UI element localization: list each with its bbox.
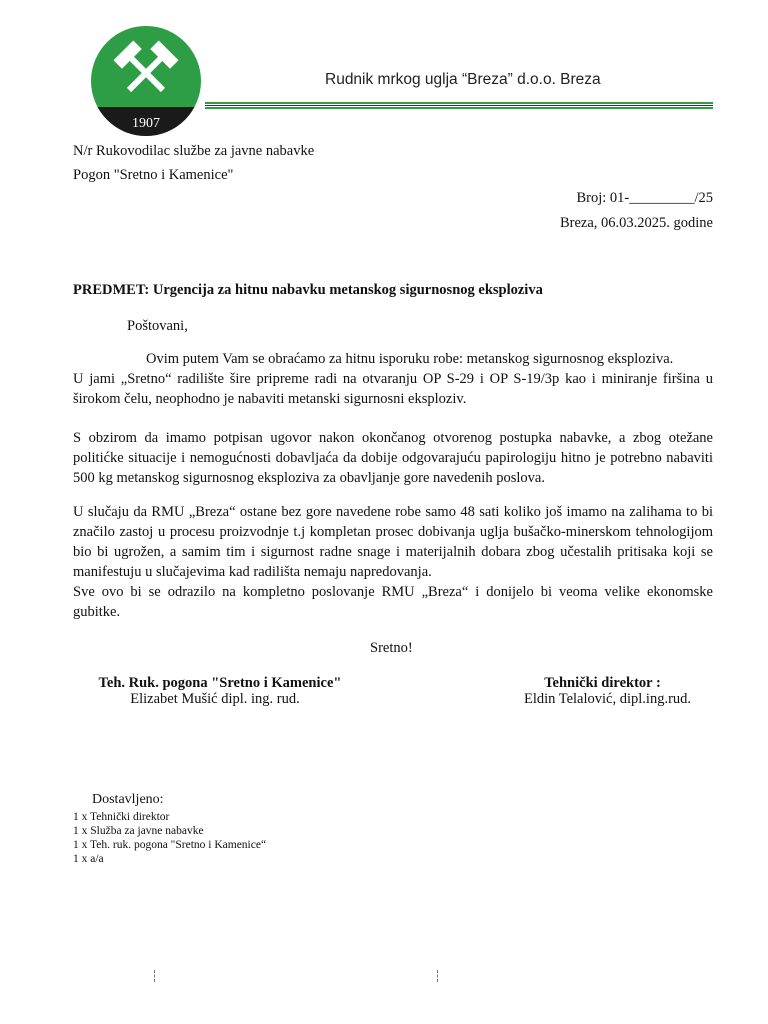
body-paragraph-3: U slučaju da RMU „Breza“ ostane bez gore navedene robe samo 48 sati koliko još imamo na zalihama to bi značilo zastoj u procesu proizvodnje t.j kompletan prosec dobivanja uglja bušačko-minerskom tehnologijom bio bi ugrožen, a samim tim i sigurnost radne snage i materijalnih dobara zbog učestalih pritisaka koji se manifestuju u slučajevima kad radilišta nemaju napredovanja.	[73, 504, 713, 580]
document-number: Broj: 01-_________/25	[576, 190, 713, 206]
logo-year: 1907	[132, 116, 160, 131]
greeting: Poštovani,	[127, 318, 188, 334]
closing: Sretno!	[370, 640, 413, 656]
body-paragraph-2: S obzirom da imamo potpisan ugovor nakon okončanog otvorenog postupka nabavke, a zbog otežane politićke situacije i nemogućnosti dobavljaća da dobije odgovarajuću papirologiju hitno je potrebno nabaviti 500 kg metanskog sigurnosnog eksploziva za obavljanje gore navedenih poslova.	[73, 430, 713, 486]
header-rule-dark	[205, 105, 713, 106]
company-logo	[90, 25, 202, 137]
left-signature-title: Teh. Ruk. pogona "Sretno i Kamenice"	[98, 675, 342, 691]
recipient-line-1: N/r Rukovodilac službe za javne nabavke	[73, 143, 315, 159]
distribution-label: Dostavljeno:	[92, 792, 164, 807]
right-signature-name: Eldin Telalović, dipl.ing.rud.	[523, 691, 692, 707]
body-paragraph-1	[73, 349, 713, 409]
subject-line: PREDMET: Urgencija za hitnu nabavku metanskog sigurnosnog eksploziva	[73, 282, 543, 298]
distribution-item: 1 x Služba za javne nabavke	[73, 825, 204, 837]
header-rule-green	[205, 102, 713, 104]
distribution-item: 1 x Teh. ruk. pogona "Sretno i Kamenice“	[73, 839, 267, 851]
footer-tick-left	[154, 970, 156, 982]
right-signature-title: Tehnički direktor :	[544, 675, 661, 691]
header-rule-green-2	[205, 107, 713, 109]
distribution-list	[73, 810, 266, 866]
company-name: Rudnik mrkog uglja “Breza” d.o.o. Breza	[325, 71, 601, 88]
distribution-item: 1 x a/a	[73, 853, 104, 865]
recipient-line-2: Pogon "Sretno i Kamenice"	[73, 167, 234, 183]
document-date: Breza, 06.03.2025. godine	[559, 215, 713, 231]
body-paragraph-1-rest: U jami „Sretno“ radilište šire pripreme radi na otvaranju OP S-29 i OP S-19/3p kao i miniranje firšina u širokom čelu, neophodno je nabaviti metanski sigurnosni eksploziv.	[73, 371, 713, 407]
body-paragraph-4: Sve ovo bi se odrazilo na kompletno poslovanje RMU „Breza“ i donijelo bi veoma velike ekonomske gubitke.	[73, 584, 713, 620]
distribution-item: 1 x Tehnički direktor	[73, 811, 170, 823]
left-signature-name: Elizabet Mušić dipl. ing. rud.	[130, 691, 300, 707]
body-paragraph-1-first: Ovim putem Vam se obraćamo za hitnu isporuku robe: metanskog sigurnosnog eksploziva.	[146, 351, 674, 367]
footer-tick-right	[437, 970, 439, 982]
